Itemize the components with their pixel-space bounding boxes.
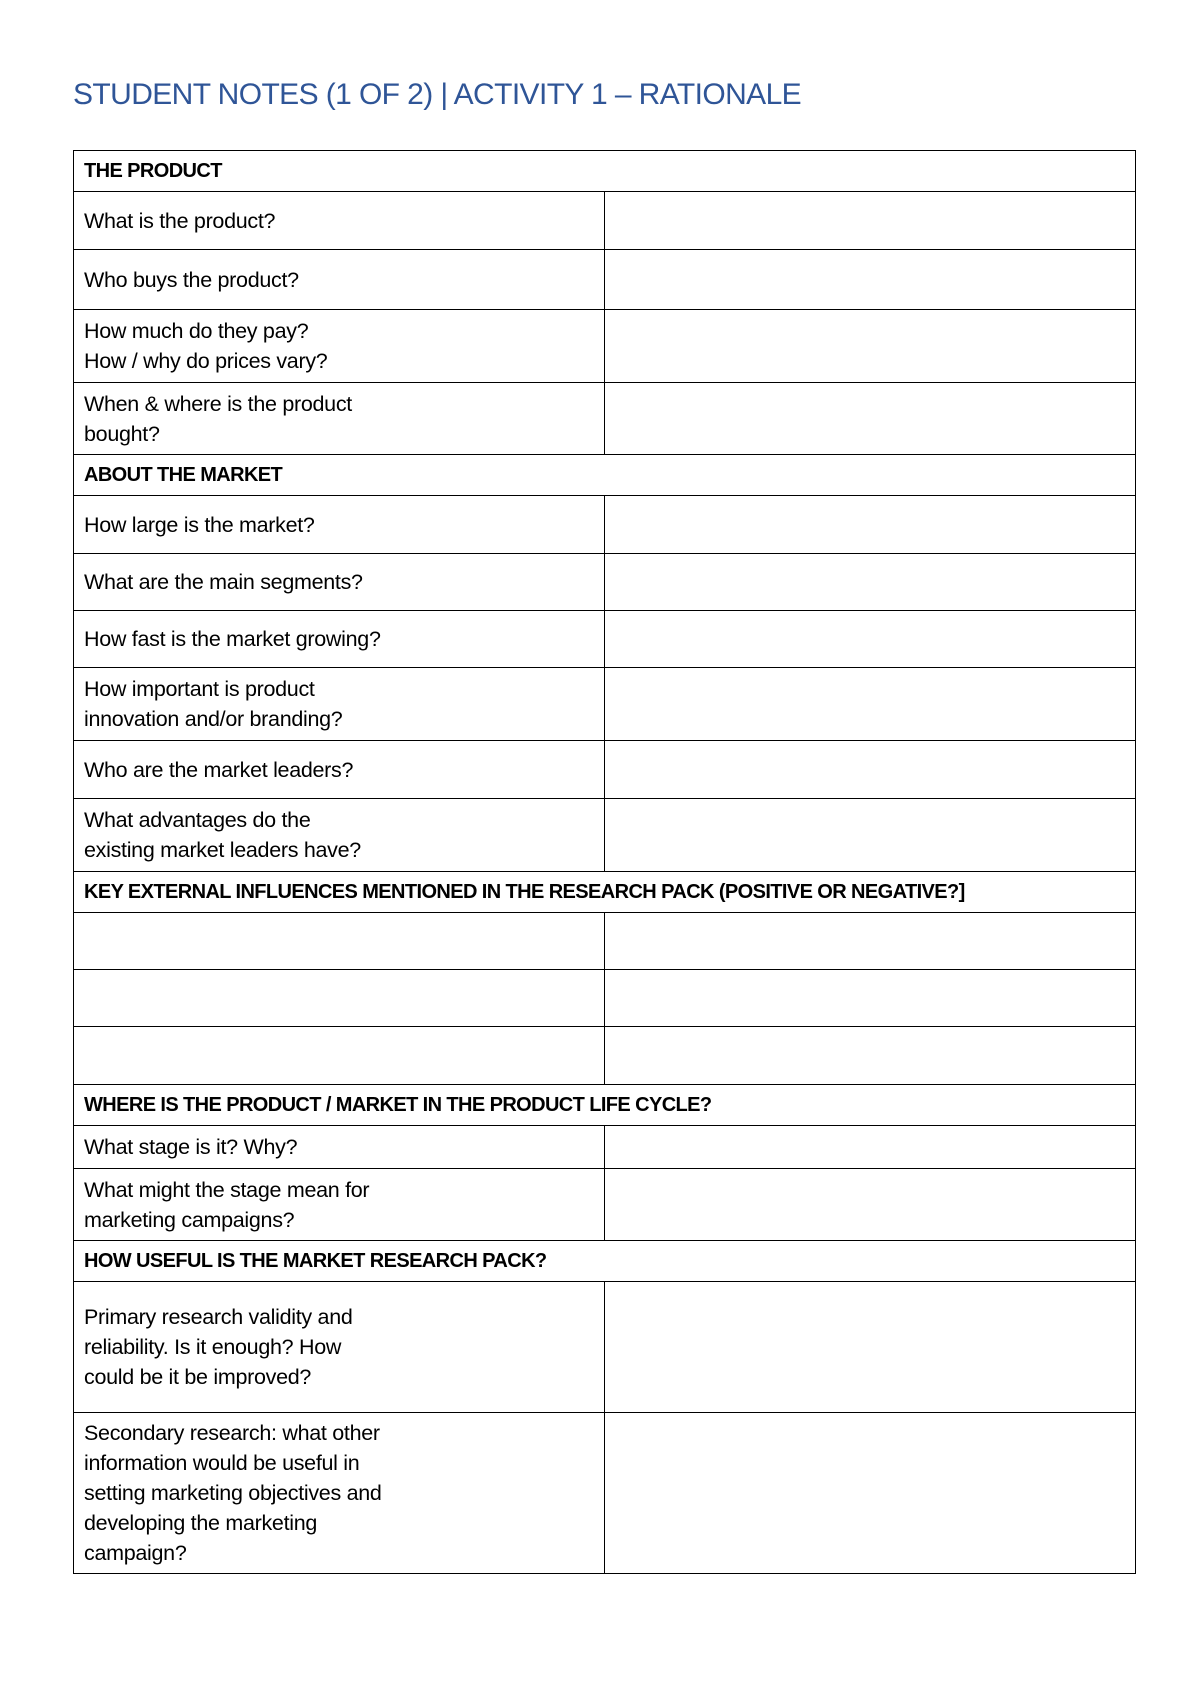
question-text: marketing campaigns? xyxy=(84,1207,295,1232)
question-row xyxy=(74,611,1136,668)
question-text: Primary research validity and xyxy=(84,1305,353,1329)
question-cell xyxy=(74,1169,605,1241)
blank-row xyxy=(74,970,1136,1027)
influence-cell[interactable] xyxy=(74,913,605,970)
question-text: What might the stage mean for xyxy=(84,1177,370,1202)
question-text: Secondary research: what other xyxy=(84,1421,380,1445)
question-text: What stage is it? Why? xyxy=(84,1135,298,1159)
question-text: existing market leaders have? xyxy=(84,838,361,862)
answer-cell[interactable] xyxy=(605,970,1136,1027)
answer-cell[interactable] xyxy=(605,1413,1136,1574)
question-text: What advantages do the xyxy=(84,808,311,832)
section-header-external xyxy=(74,872,1136,913)
question-text: When & where is the product xyxy=(84,391,352,416)
question-cell xyxy=(74,310,605,383)
question-text: bought? xyxy=(84,421,160,446)
answer-cell[interactable] xyxy=(605,913,1136,970)
answer-cell[interactable] xyxy=(605,250,1136,310)
answer-cell[interactable] xyxy=(605,668,1136,741)
section-heading: HOW USEFUL IS THE MARKET RESEARCH PACK? xyxy=(74,1241,1136,1282)
question-text: How much do they pay? xyxy=(84,319,309,343)
question-cell xyxy=(74,1126,605,1169)
influence-cell[interactable] xyxy=(74,1027,605,1085)
influence-cell[interactable] xyxy=(74,970,605,1027)
question-row xyxy=(74,1169,1136,1241)
question-cell xyxy=(74,611,605,668)
question-text: campaign? xyxy=(84,1541,187,1565)
question-row xyxy=(74,1126,1136,1169)
question-text: could be it be improved? xyxy=(84,1365,312,1389)
answer-cell[interactable] xyxy=(605,1027,1136,1085)
question-text: information would be useful in xyxy=(84,1451,360,1475)
question-row xyxy=(74,192,1136,250)
answer-cell[interactable] xyxy=(605,611,1136,668)
question-text: What is the product? xyxy=(84,208,276,233)
section-header-lifecycle xyxy=(74,1085,1136,1126)
question-row xyxy=(74,668,1136,741)
answer-cell[interactable] xyxy=(605,1282,1136,1413)
question-text: How large is the market? xyxy=(84,512,315,537)
question-row xyxy=(74,496,1136,554)
question-text: setting marketing objectives and xyxy=(84,1481,382,1505)
question-text: Who buys the product? xyxy=(84,267,299,292)
question-cell xyxy=(74,1413,605,1574)
question-text: How fast is the market growing? xyxy=(84,627,381,651)
answer-cell[interactable] xyxy=(605,741,1136,799)
question-text: Who are the market leaders? xyxy=(84,757,354,782)
question-row xyxy=(74,741,1136,799)
question-row xyxy=(74,799,1136,872)
question-row xyxy=(74,310,1136,383)
section-header-product xyxy=(74,151,1136,192)
answer-cell[interactable] xyxy=(605,383,1136,455)
question-text: developing the marketing xyxy=(84,1511,318,1535)
question-text: How important is product xyxy=(84,677,315,701)
question-cell xyxy=(74,1282,605,1413)
answer-cell[interactable] xyxy=(605,1126,1136,1169)
blank-row xyxy=(74,913,1136,970)
question-cell xyxy=(74,554,605,611)
answer-cell[interactable] xyxy=(605,554,1136,611)
section-heading: THE PRODUCT xyxy=(74,151,1136,192)
question-cell xyxy=(74,192,605,250)
answer-cell[interactable] xyxy=(605,496,1136,554)
question-cell xyxy=(74,741,605,799)
section-header-market xyxy=(74,455,1136,496)
question-text: reliability. Is it enough? How xyxy=(84,1335,342,1359)
question-row xyxy=(74,250,1136,310)
question-row xyxy=(74,554,1136,611)
question-cell xyxy=(74,668,605,741)
answer-cell[interactable] xyxy=(605,1169,1136,1241)
question-cell xyxy=(74,250,605,310)
question-row xyxy=(74,1413,1136,1574)
question-row xyxy=(74,1282,1136,1413)
question-cell xyxy=(74,496,605,554)
question-row xyxy=(74,383,1136,455)
section-heading: KEY EXTERNAL INFLUENCES MENTIONED IN THE RESEARCH PACK (POSITIVE OR NEGATIVE?] xyxy=(74,872,1136,913)
question-cell xyxy=(74,383,605,455)
notes-table xyxy=(73,150,1136,1574)
section-heading: WHERE IS THE PRODUCT / MARKET IN THE PRODUCT LIFE CYCLE? xyxy=(74,1085,1136,1126)
blank-row xyxy=(74,1027,1136,1085)
answer-cell[interactable] xyxy=(605,799,1136,872)
section-heading: ABOUT THE MARKET xyxy=(74,455,1136,496)
question-text: What are the main segments? xyxy=(84,570,363,594)
question-text: How / why do prices vary? xyxy=(84,349,328,373)
question-cell xyxy=(74,799,605,872)
answer-cell[interactable] xyxy=(605,310,1136,383)
page-title: STUDENT NOTES (1 OF 2) | ACTIVITY 1 – RATIONALE xyxy=(73,78,802,111)
answer-cell[interactable] xyxy=(605,192,1136,250)
question-text: innovation and/or branding? xyxy=(84,707,343,731)
section-header-research xyxy=(74,1241,1136,1282)
